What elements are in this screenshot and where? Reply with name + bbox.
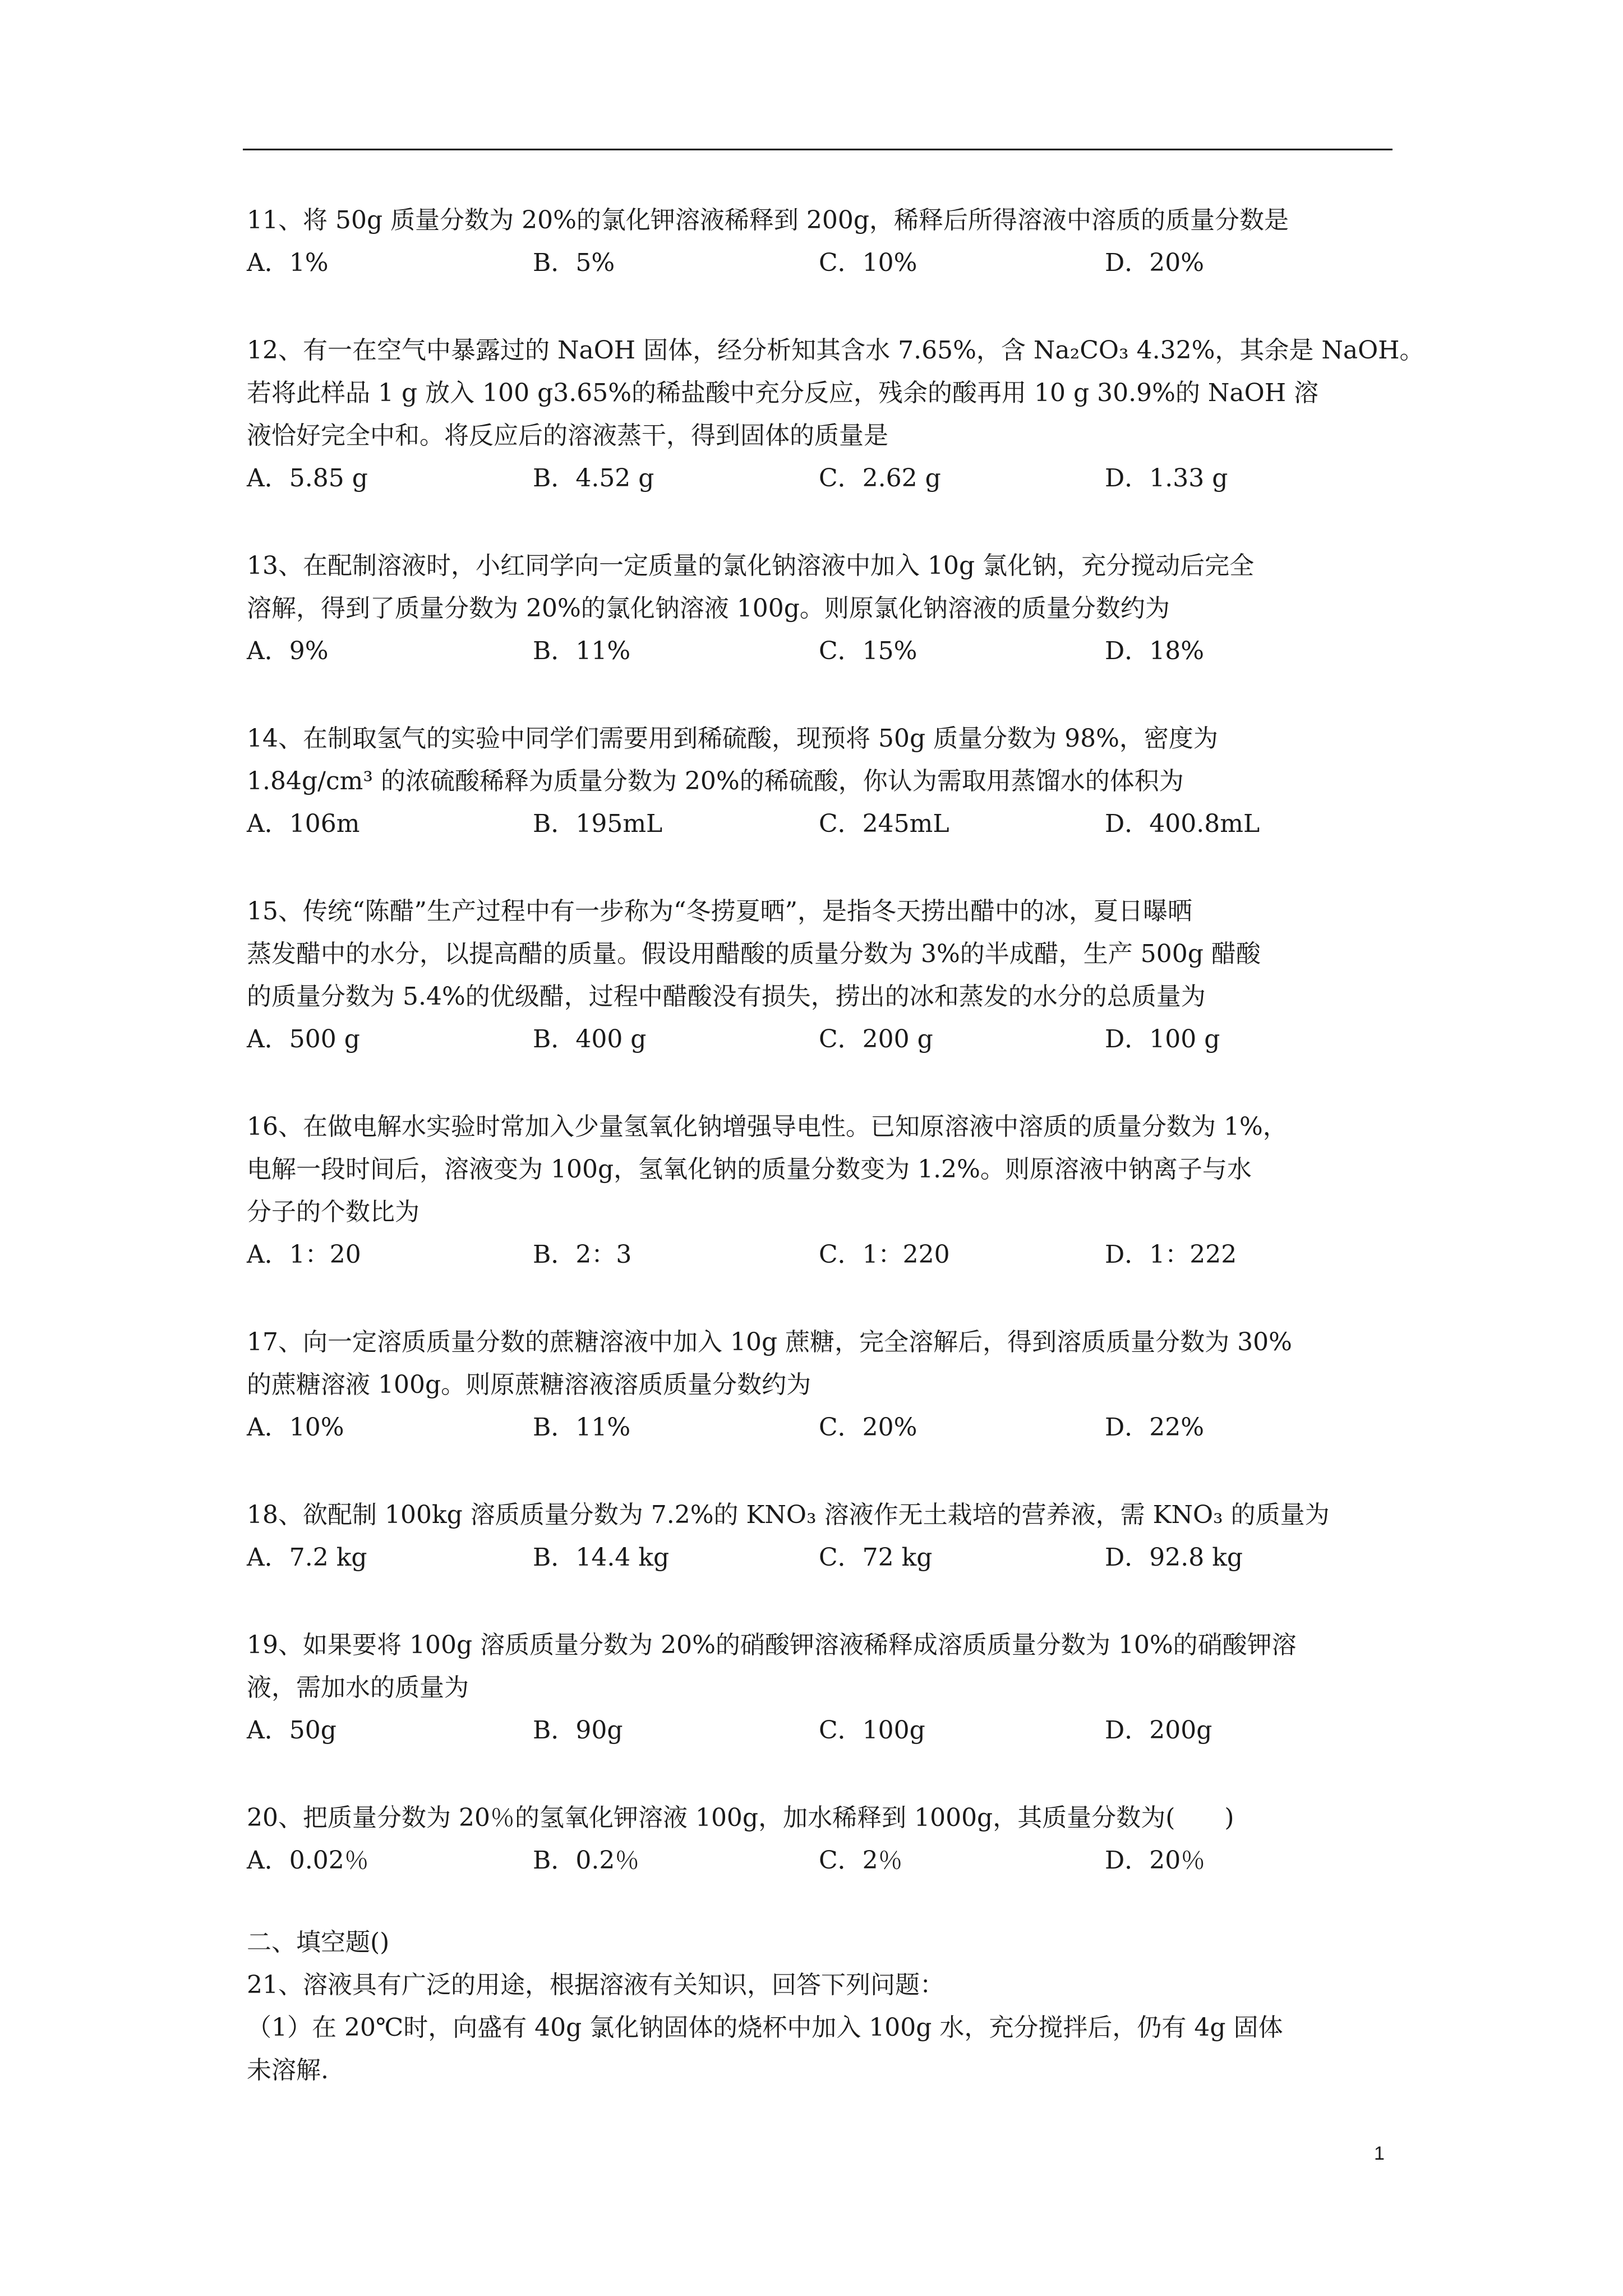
option-c: C．10% <box>819 249 917 277</box>
options-row <box>247 630 1396 673</box>
question-13 <box>247 545 1396 673</box>
option-c: C．2％ <box>819 1846 903 1875</box>
question-text: 1.84g/cm³ 的浓硫酸稀释为质量分数为 20%的稀硫酸，你认为需取用蒸馏水的体积为 <box>247 767 1184 795</box>
question-text: 溶解，得到了质量分数为 20%的氯化钠溶液 100g。则原氯化钠溶液的质量分数约为 <box>247 594 1170 623</box>
options-row <box>247 1536 1396 1579</box>
option-a: A．10% <box>247 1413 344 1442</box>
question-11 <box>247 199 1396 284</box>
question-text: 电解一段时间后，溶液变为 100g，氢氧化钠的质量分数变为 1.2%。则原溶液中钠离子与水 <box>247 1155 1252 1184</box>
options-row <box>247 1839 1396 1882</box>
question-text: 液，需加水的质量为 <box>247 1673 469 1702</box>
option-d: D．18% <box>1105 637 1205 665</box>
question-text: 11、将 50g 质量分数为 20%的氯化钾溶液稀释到 200g，稀释后所得溶液中溶质的质量分数是 <box>247 206 1289 234</box>
header-rule <box>243 149 1393 150</box>
option-b: B．5% <box>533 249 615 277</box>
option-d: D．1.33 g <box>1105 464 1228 493</box>
question-text: 12、有一在空气中暴露过的 NaOH 固体，经分析知其含水 7.65%，含 Na₂CO₃ 4.32%，其余是 NaOH。 <box>247 336 1424 365</box>
question-text: 18、欲配制 100kg 溶质质量分数为 7.2%的 KNO₃ 溶液作无土栽培的营养液，需 KNO₃ 的质量为 <box>247 1501 1330 1529</box>
question-15 <box>247 890 1396 1061</box>
question-text: 的蔗糖溶液 100g。则原蔗糖溶液溶质质量分数约为 <box>247 1370 811 1399</box>
option-a: A．5.85 g <box>247 464 368 493</box>
option-d: D．1：222 <box>1105 1240 1237 1269</box>
option-c: C．20% <box>819 1413 917 1442</box>
option-a: A．9% <box>247 637 329 665</box>
options-row <box>247 1709 1396 1752</box>
option-d: D．20% <box>1105 249 1205 277</box>
question-20 <box>247 1797 1396 1882</box>
question-text: 16、在做电解水实验时常加入少量氢氧化钠增强导电性。已知原溶液中溶质的质量分数为 1%， <box>247 1112 1288 1141</box>
question-text: 蒸发醋中的水分，以提高醋的质量。假设用醋酸的质量分数为 3%的半成醋，生产 500g 醋酸 <box>247 940 1261 968</box>
question-text: 15、传统“陈醋”生产过程中有一步称为“冬捞夏晒”，是指冬天捞出醋中的冰，夏日曝晒 <box>247 897 1192 926</box>
page-number: 1 <box>1374 2143 1385 2164</box>
question-18 <box>247 1494 1396 1579</box>
question-text: 21、溶液具有广泛的用途，根据溶液有关知识，回答下列问题： <box>247 1971 944 1999</box>
option-d: D．200g <box>1105 1716 1212 1745</box>
option-d: D．22% <box>1105 1413 1205 1442</box>
question-text: （1）在 20℃时，向盛有 40g 氯化钠固体的烧杯中加入 100g 水，充分搅拌后，仍有 4g 固体 <box>247 2013 1283 2042</box>
options-row <box>247 1406 1396 1449</box>
option-b: B．11% <box>533 1413 631 1442</box>
question-text: 未溶解. <box>247 2056 329 2085</box>
question-text: 分子的个数比为 <box>247 1198 419 1226</box>
options-row <box>247 457 1396 500</box>
option-d: D．400.8mL <box>1105 809 1260 838</box>
option-b: B．90g <box>533 1716 623 1745</box>
question-text: 19、如果要将 100g 溶质质量分数为 20%的硝酸钾溶液稀释成溶质质量分数为 10%的硝酸钾溶 <box>247 1631 1297 1659</box>
question-text: 若将此样品 1 g 放入 100 g3.65%的稀盐酸中充分反应，残余的酸再用 10 g 30.9%的 NaOH 溶 <box>247 379 1319 407</box>
question-16 <box>247 1106 1396 1276</box>
option-b: B．195mL <box>533 809 663 838</box>
option-c: C．245mL <box>819 809 949 838</box>
options-row <box>247 1018 1396 1061</box>
question-21 <box>247 1964 1396 2092</box>
option-c: C．100g <box>819 1716 925 1745</box>
option-c: C．200 g <box>819 1025 933 1053</box>
option-b: B．2：3 <box>533 1240 632 1269</box>
question-text: 13、在配制溶液时，小红同学向一定质量的氯化钠溶液中加入 10g 氯化钠，充分搅动后完全 <box>247 551 1255 580</box>
question-14 <box>247 717 1396 845</box>
option-b: B．0.2％ <box>533 1846 640 1875</box>
question-19 <box>247 1624 1396 1752</box>
option-a: A．500 g <box>247 1025 360 1053</box>
option-c: C．2.62 g <box>819 464 941 493</box>
question-text: 14、在制取氢气的实验中同学们需要用到稀硫酸，现预将 50g 质量分数为 98%，密度为 <box>247 724 1218 753</box>
question-text: 20、把质量分数为 20％的氢氧化钾溶液 100g，加水稀释到 1000g，其质量分数为( ) <box>247 1803 1234 1832</box>
option-a: A．7.2 kg <box>247 1543 367 1572</box>
option-a: A．50g <box>247 1716 336 1745</box>
option-b: B．4.52 g <box>533 464 654 493</box>
question-text: 的质量分数为 5.4%的优级醋，过程中醋酸没有损失，捞出的冰和蒸发的水分的总质量为 <box>247 982 1206 1011</box>
option-d: D．100 g <box>1105 1025 1220 1053</box>
options-row <box>247 242 1396 284</box>
option-a: A．0.02％ <box>247 1846 369 1875</box>
option-a: A．1：20 <box>247 1240 361 1269</box>
option-d: D．20％ <box>1105 1846 1206 1875</box>
option-d: D．92.8 kg <box>1105 1543 1243 1572</box>
question-text: 17、向一定溶质质量分数的蔗糖溶液中加入 10g 蔗糖，完全溶解后，得到溶质质量分数为 30% <box>247 1328 1292 1356</box>
question-17 <box>247 1321 1396 1449</box>
option-a: A．106m <box>247 809 360 838</box>
question-list <box>247 199 1424 2092</box>
option-c: C．72 kg <box>819 1543 933 1572</box>
option-b: B．11% <box>533 637 631 665</box>
option-b: B．14.4 kg <box>533 1543 670 1572</box>
option-c: C．15% <box>819 637 917 665</box>
option-a: A．1% <box>247 249 329 277</box>
options-row <box>247 1234 1396 1276</box>
section-title: 二、填空题() <box>247 1928 390 1957</box>
option-c: C．1：220 <box>819 1240 950 1269</box>
options-row <box>247 803 1396 845</box>
question-text: 液恰好完全中和。将反应后的溶液蒸干，得到固体的质量是 <box>247 421 888 450</box>
question-12 <box>247 329 1424 500</box>
option-b: B．400 g <box>533 1025 647 1053</box>
